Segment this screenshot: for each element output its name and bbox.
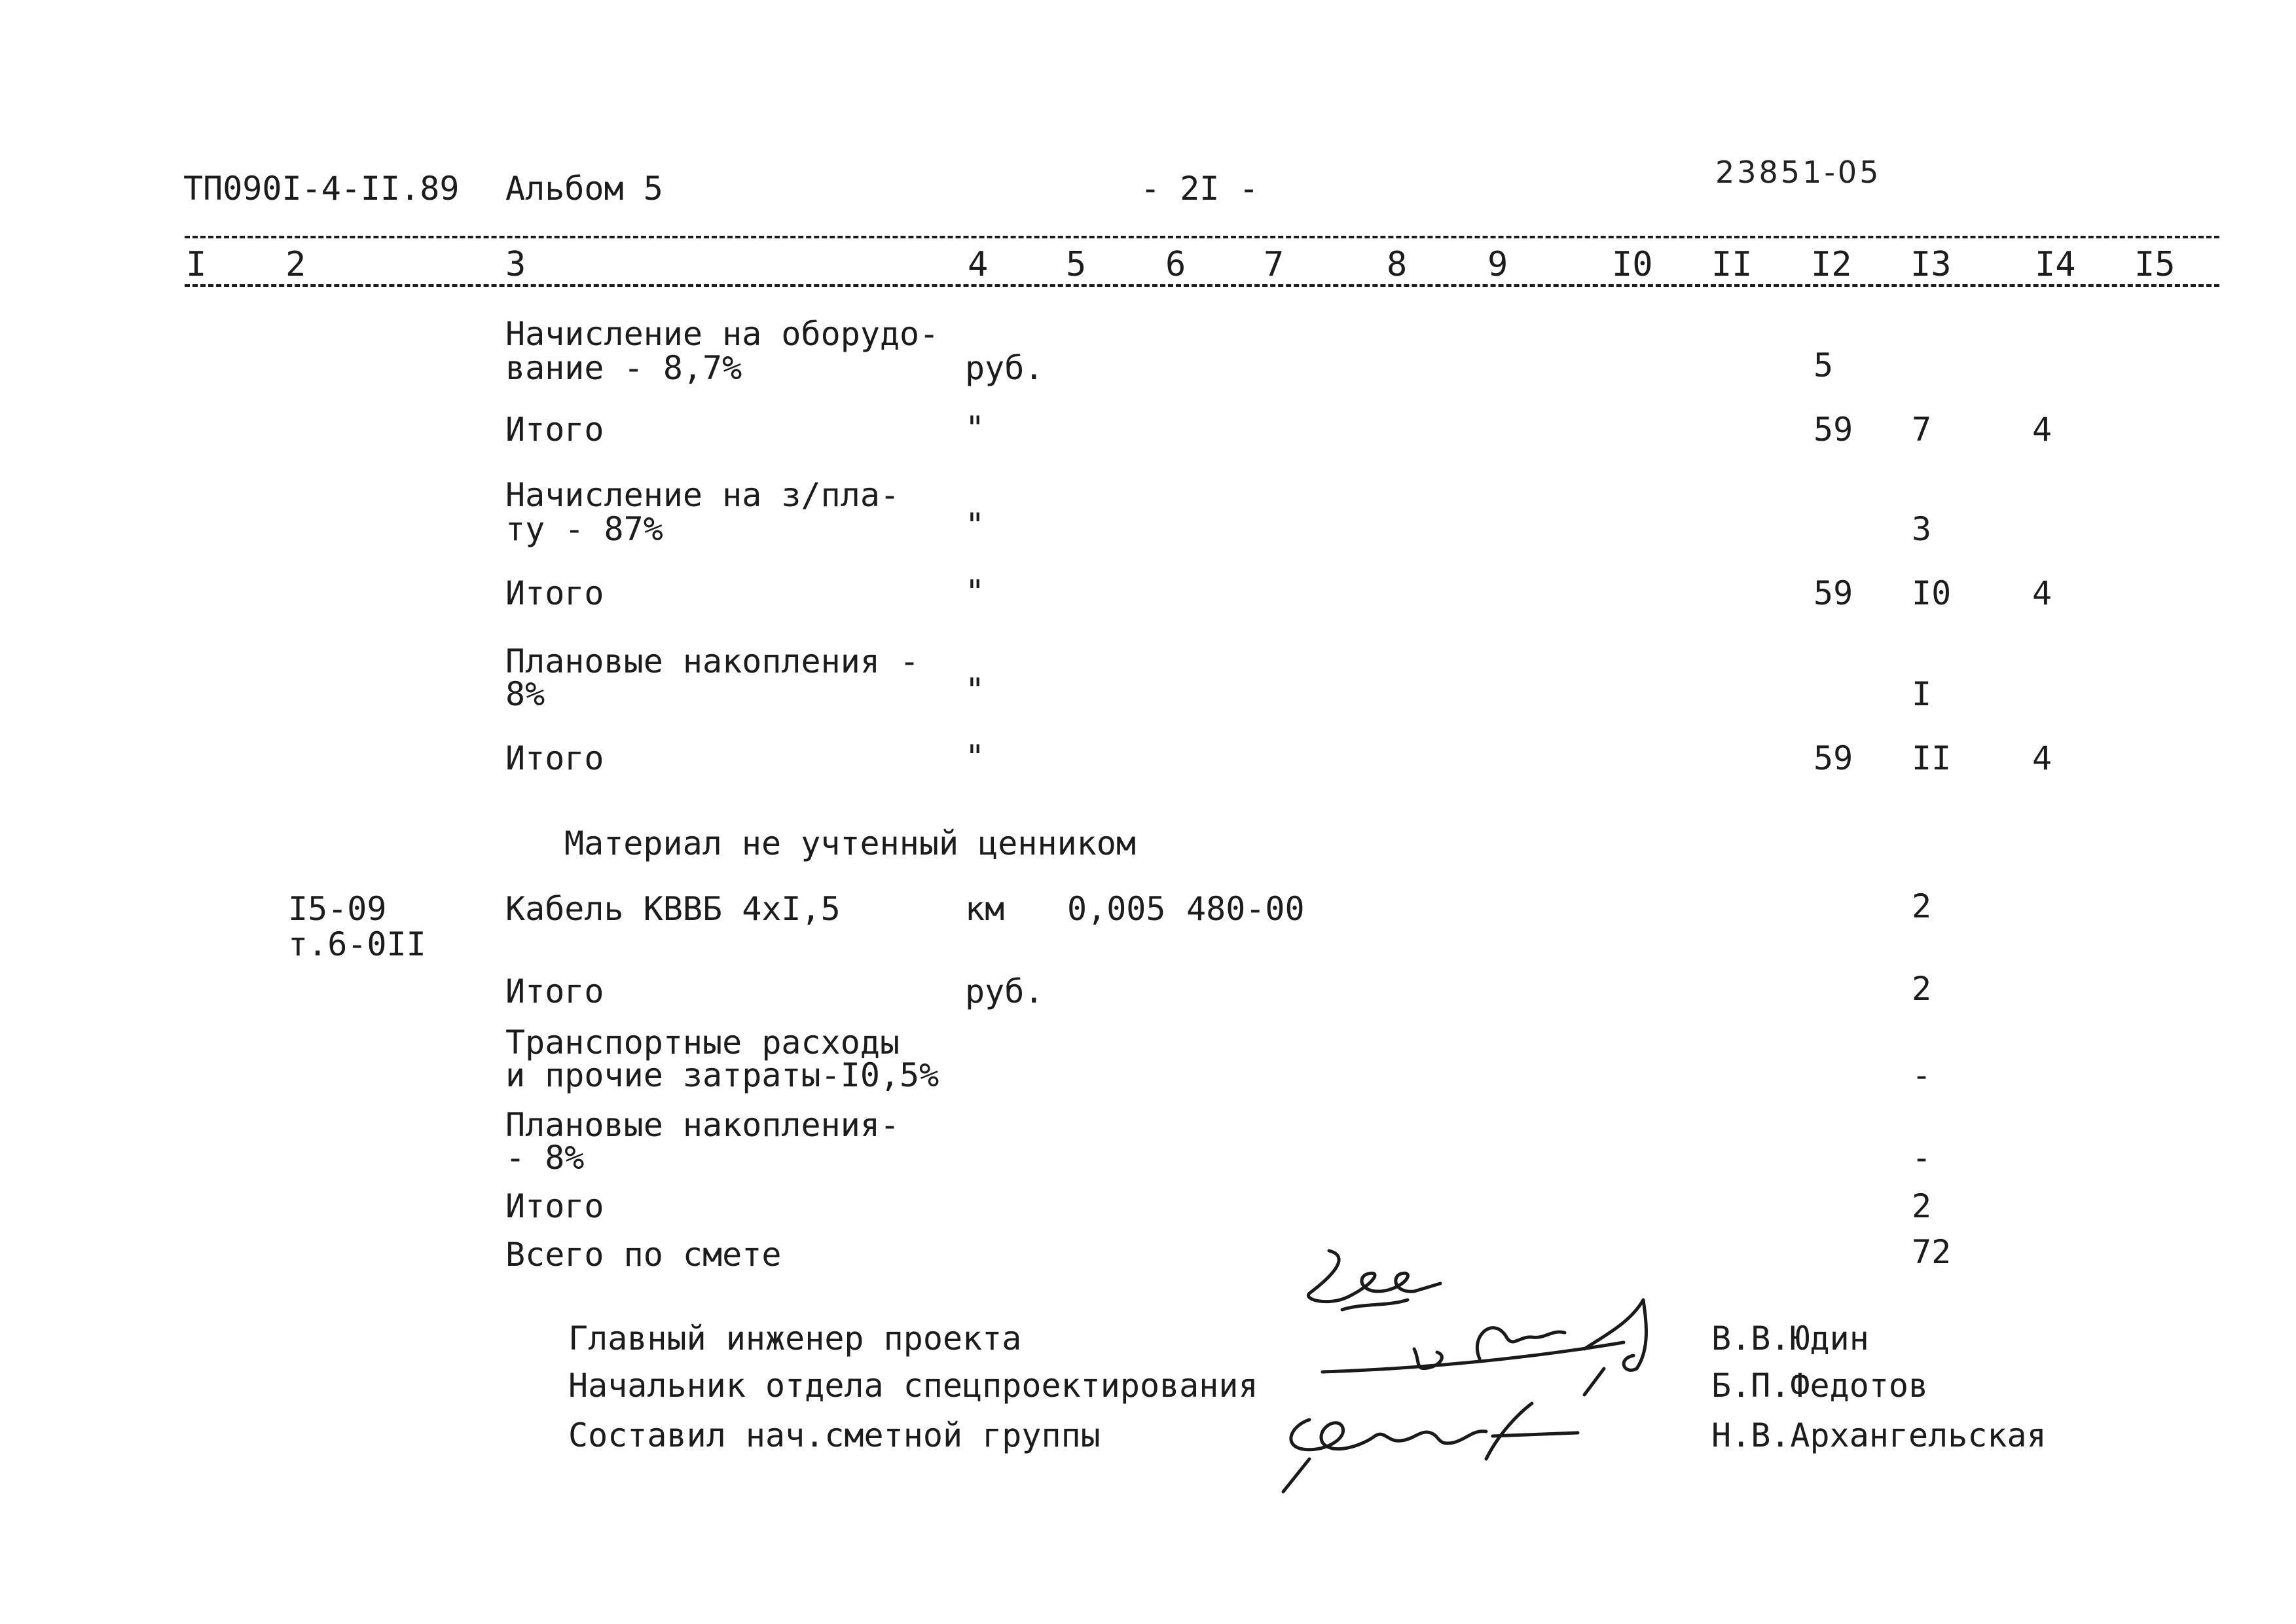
col13-cell: - xyxy=(1912,1139,1932,1177)
rate-code: I5-09 xyxy=(288,890,387,928)
col-num-11: II xyxy=(1711,245,1753,284)
col-num-8: 8 xyxy=(1387,245,1408,284)
col-num-4: 4 xyxy=(968,245,989,284)
col12-cell: 59 xyxy=(1813,411,1853,449)
col-num-12: I2 xyxy=(1811,245,1852,284)
unit-cell: руб. xyxy=(965,349,1044,387)
header-rule-bottom xyxy=(185,284,2219,287)
col-num-9: 9 xyxy=(1487,245,1508,284)
item-name: Кабель КВВБ 4хI,5 xyxy=(505,890,841,928)
grand-total-value: 72 xyxy=(1912,1233,1952,1271)
compiler-title: Составил нач.сметной группы xyxy=(568,1416,1101,1454)
unit-cell: " xyxy=(965,506,985,544)
col13-cell: 2 xyxy=(1912,887,1932,925)
unit-cell: " xyxy=(965,409,985,447)
col14-cell: 4 xyxy=(2032,574,2052,612)
price-cell: 480-00 xyxy=(1186,890,1305,928)
unit-cell: " xyxy=(965,573,985,611)
item-name-cont: 8% xyxy=(505,675,545,713)
col-num-14: I4 xyxy=(2035,245,2076,284)
item-name: Итого xyxy=(505,411,604,449)
album-label: Альбом 5 xyxy=(505,170,663,208)
col13-cell: II xyxy=(1912,739,1952,777)
col13-cell: 2 xyxy=(1912,1187,1932,1225)
signature-dept-head xyxy=(1316,1297,1709,1388)
item-name: Итого xyxy=(505,574,604,612)
col14-cell: 4 xyxy=(2032,411,2052,449)
item-name-cont: и прочие затраты-I0,5% xyxy=(505,1056,939,1094)
dept-head-name: Б.П.Федотов xyxy=(1711,1367,1929,1405)
col13-cell: - xyxy=(1912,1056,1932,1094)
item-name-cont: - 8% xyxy=(505,1139,585,1177)
grand-total-label: Всего по смете xyxy=(505,1236,782,1274)
col12-cell: 59 xyxy=(1813,574,1853,612)
col-num-7: 7 xyxy=(1264,245,1285,284)
col13-cell: 3 xyxy=(1912,510,1932,548)
col13-cell: I xyxy=(1912,675,1932,713)
col12-cell: 59 xyxy=(1813,739,1853,777)
item-name-cont: ту - 87% xyxy=(505,510,663,548)
stamp-number: 23851-05 xyxy=(1715,155,1882,190)
rate-code-cont: т.6-0II xyxy=(288,925,426,963)
document-code: ТП090I-4-II.89 xyxy=(183,170,460,208)
item-name: Итого xyxy=(505,1187,604,1225)
chief-engineer-name: В.В.Юдин xyxy=(1711,1320,1869,1357)
col-num-3: 3 xyxy=(505,245,526,284)
compiler-name: Н.В.Архангельская xyxy=(1711,1416,2047,1454)
section-heading: Материал не учтенный ценником xyxy=(564,824,1136,862)
item-name: Начисление на оборудо- xyxy=(505,315,939,353)
item-name: Итого xyxy=(505,739,604,777)
item-name: Итого xyxy=(505,972,604,1010)
col-num-1: I xyxy=(186,245,207,284)
unit-cell: км xyxy=(965,890,1005,928)
header-rule-top xyxy=(185,236,2219,238)
unit-cell: " xyxy=(965,738,985,776)
col12-cell: 5 xyxy=(1813,346,1834,384)
chief-engineer-title: Главный инженер проекта xyxy=(568,1320,1022,1357)
col13-cell: 7 xyxy=(1912,411,1932,449)
item-name: Начисление на з/пла- xyxy=(505,476,900,514)
item-name-cont: вание - 8,7% xyxy=(505,349,742,387)
unit-cell: " xyxy=(965,671,985,709)
col-num-13: I3 xyxy=(1910,245,1952,284)
dept-head-title: Начальник отдела спецпроектирования xyxy=(568,1367,1258,1405)
col-num-2: 2 xyxy=(285,245,306,284)
quantity-cell: 0,005 xyxy=(1067,890,1166,928)
col-num-15: I5 xyxy=(2134,245,2176,284)
col14-cell: 4 xyxy=(2032,739,2052,777)
page-number: - 2I - xyxy=(1140,170,1259,208)
unit-cell: руб. xyxy=(965,972,1044,1010)
col13-cell: I0 xyxy=(1912,574,1952,612)
item-name: Транспортные расходы xyxy=(505,1024,900,1061)
col-num-6: 6 xyxy=(1165,245,1186,284)
col-num-10: I0 xyxy=(1612,245,1653,284)
col-num-5: 5 xyxy=(1066,245,1087,284)
signature-compiler xyxy=(1270,1393,1611,1492)
col13-cell: 2 xyxy=(1912,970,1932,1008)
item-name: Плановые накопления- xyxy=(505,1106,900,1144)
item-name: Плановые накопления - xyxy=(505,642,920,680)
